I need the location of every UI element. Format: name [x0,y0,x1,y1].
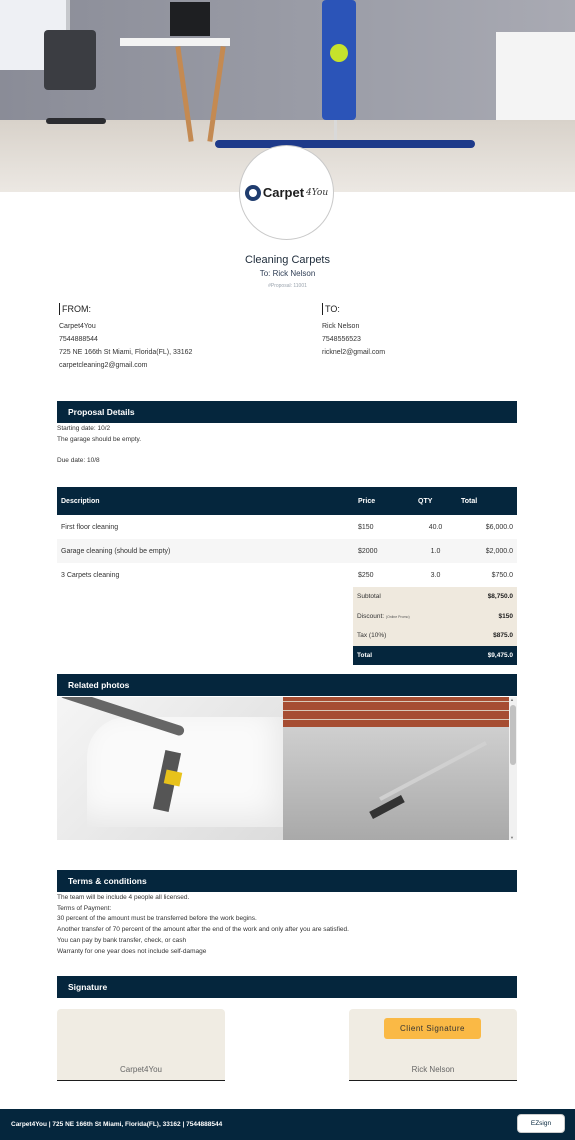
terms-body [57,893,349,957]
from-address: 725 NE 166th St Miami, Florida(FL), 33162 [59,349,193,356]
col-qty: QTY [414,487,457,515]
item-description: First floor cleaning [61,523,119,531]
to-name: Rick Nelson [322,323,360,330]
proposal-details-heading: Proposal Details [57,401,517,423]
item-price: $150 [358,523,374,531]
col-total: Total [457,487,517,515]
col-price: Price [354,487,414,515]
item-price: $250 [358,571,374,579]
to-section [322,303,385,359]
photo-grey-sofa-cleaning [283,697,509,840]
totals-summary [353,587,517,665]
hero-desk [120,38,230,46]
from-phone: 7544888544 [59,336,98,343]
hero-mop-head [215,140,475,148]
item-description: Garage cleaning (should be empty) [57,539,354,563]
discount-label: Discount: [357,612,385,620]
client-signature-name: Rick Nelson [411,1065,455,1074]
terms-line: You can pay by bank transfer, check, or cash [57,936,187,944]
proposal-details-body [57,424,141,467]
photo-nozzle-grip [164,769,183,786]
signature-heading: Signature [57,976,517,998]
proposal-title: Cleaning Carpets [245,254,330,266]
start-date: Starting date: 10/2 [57,425,111,432]
photo-grey-sofa [283,727,509,840]
terms-heading: Terms & conditions [57,870,517,892]
subtotal-label: Subtotal [357,593,381,601]
tax-label: Tax (10%) [357,632,387,640]
table-header-row [57,487,517,515]
total-value: $9,475.0 [487,651,513,659]
from-section [59,303,192,372]
from-name: Carpet4You [59,323,96,330]
footer-text: Carpet4You | 725 NE 166th St Miami, Florida(FL), 33162 | 7544888544 [11,1121,223,1128]
due-date: Due date: 10/8 [57,457,100,465]
total-row [353,646,517,665]
scrollbar-thumb[interactable] [510,705,516,765]
gallery-scrollbar[interactable] [509,697,517,840]
company-logo [239,145,334,240]
subtotal-row [353,587,517,607]
client-signature-box [349,1009,517,1081]
logo-emblem-icon [245,185,261,201]
hero-cabinet [496,32,575,120]
tax-row [353,626,517,646]
item-qty: 3.0 [430,571,441,579]
terms-line: Terms of Payment: [57,904,112,912]
to-email: ricknel2@gmail.com [322,349,386,356]
to-phone: 7548556523 [322,336,361,343]
footer-bar [0,1109,575,1140]
details-note: The garage should be empty. [57,435,142,443]
items-table [57,487,517,587]
table-row [57,539,517,563]
hero-chair [44,30,96,90]
item-total: $2,000.0 [457,539,517,563]
total-label: Total [357,651,373,659]
table-row [57,515,517,539]
hero-monitor [170,2,210,36]
discount-note: (Online Promo) [385,614,410,619]
ezsign-button[interactable]: EZsign [517,1114,565,1133]
col-description: Description [57,487,354,515]
company-signature-name: Carpet4You [120,1065,162,1074]
logo-script-text: 4You [306,187,329,198]
terms-line: The team will be include 4 people all licensed. [57,894,190,901]
company-signature-box [57,1009,225,1081]
item-total: $750.0 [491,571,513,579]
subtotal-value: $8,750.0 [487,593,513,601]
item-total: $6,000.0 [485,523,513,531]
related-photos-heading: Related photos [57,674,517,696]
hero-chair-base [46,118,106,124]
photo-sofa-cleaning [57,697,283,840]
from-heading: FROM: [59,303,192,315]
discount-row [353,607,517,627]
to-heading: TO: [322,303,385,315]
proposal-number: #Proposal: 11001 [268,283,307,289]
from-email: carpetcleaning2@gmail.com [59,362,148,369]
terms-line: Another transfer of 70 percent of the amount after the end of the work and only after you are satisfied. [57,926,349,934]
terms-line: Warranty for one year does not include self-damage [57,947,207,955]
client-signature-button[interactable]: Client Signature [384,1018,481,1039]
item-price: $2000 [354,539,414,563]
photo-gallery [57,697,517,840]
item-qty: 1.0 [414,539,457,563]
item-qty: 40.0 [428,523,443,531]
proposal-recipient: To: Rick Nelson [259,269,316,278]
table-row [57,563,517,587]
logo-brand-text: Carpet [262,185,305,200]
photo-white-sofa [87,717,283,827]
hero-glove [330,44,348,62]
tax-value: $875.0 [493,632,513,640]
discount-value: $150 [498,612,513,620]
terms-line: 30 percent of the amount must be transferred before the work begins. [57,915,257,923]
item-description: 3 Carpets cleaning [61,571,120,579]
